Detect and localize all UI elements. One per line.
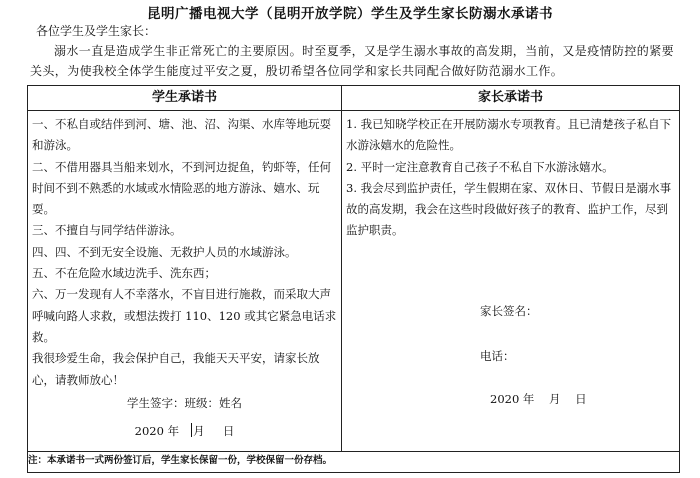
pledge-table	[27, 85, 680, 473]
parent-item: 1. 我已知晓学校正在开展防溺水专项教育。且已清楚孩子私自下水游泳嬉水的危险性。	[346, 117, 672, 153]
salutation: 各位学生及学生家长：	[36, 24, 157, 38]
student-date-year: 2020 年	[134, 424, 180, 439]
parent-item: 3. 我会尽到监护责任，学生假期在家、双休日、节假日是溺水事故的高发期，我会在这些时段做好孩子的教育、监护工作，尽到监护职责。	[346, 180, 672, 238]
parent-signature-line: 家长签名：	[480, 304, 538, 318]
student-item: 六、万一发现有人不幸落水，不盲目进行施救，而采取大声呼喊向路人求救，或想法拨打 110、120 或其它紧急电话求救。	[32, 287, 337, 344]
text-cursor	[191, 423, 192, 437]
student-date-day: 日	[222, 424, 235, 439]
parent-item: 2. 平时一定注意教育自己孩子不私自下水游泳嬉水。	[346, 159, 614, 174]
student-signature-line: 学生签字：班级：姓名	[127, 395, 242, 410]
parent-pledge-heading: 家长承诺书	[342, 86, 680, 111]
student-item: 三、不擅自与同学结伴游泳。	[32, 223, 182, 238]
student-item: 一、不私自或结伴到河、塘、池、沼、沟渠、水库等地玩耍和游泳。	[32, 117, 331, 153]
parent-pledge-cell	[342, 111, 680, 452]
student-pledge-cell	[28, 111, 342, 452]
student-date-month: 月	[193, 424, 205, 439]
document-title: 昆明广播电视大学（昆明开放学院）学生及学生家长防溺水承诺书	[147, 6, 553, 22]
student-item: 四、四、不到无安全设施、无救护人员的水域游泳。	[32, 244, 297, 259]
parent-date-line: 2020 年 月 日	[490, 392, 587, 406]
student-item: 二、不借用器具当船来划水，不到河边捉鱼，钓虾等，任何时间不到不熟悉的水域或水情险恶的地方游泳、嬉水、玩耍。	[32, 159, 331, 217]
student-date-line	[32, 421, 337, 442]
student-pledge-heading: 学生承诺书	[28, 86, 342, 111]
parent-phone-line: 电话：	[480, 349, 515, 363]
student-item: 五、不在危险水域边洗手、洗东西；	[32, 266, 216, 281]
intro-paragraph: 溺水一直是造成学生非正常死亡的主要原因。时至夏季，又是学生溺水事故的高发期，当前，又是疫情防控的紧要关头，为使我校全体学生能度过平安之夏，殷切希望各位同学和家长共同配合做好防范溺水工作。	[30, 44, 675, 78]
student-item: 我很珍爱生命，我会保护自己，我能天天平安，请家长放心，请教师放心！	[32, 351, 320, 387]
footer-note: 注：本承诺书一式两份签订后，学生家长保留一份，学校保留一份存档。	[28, 452, 680, 473]
